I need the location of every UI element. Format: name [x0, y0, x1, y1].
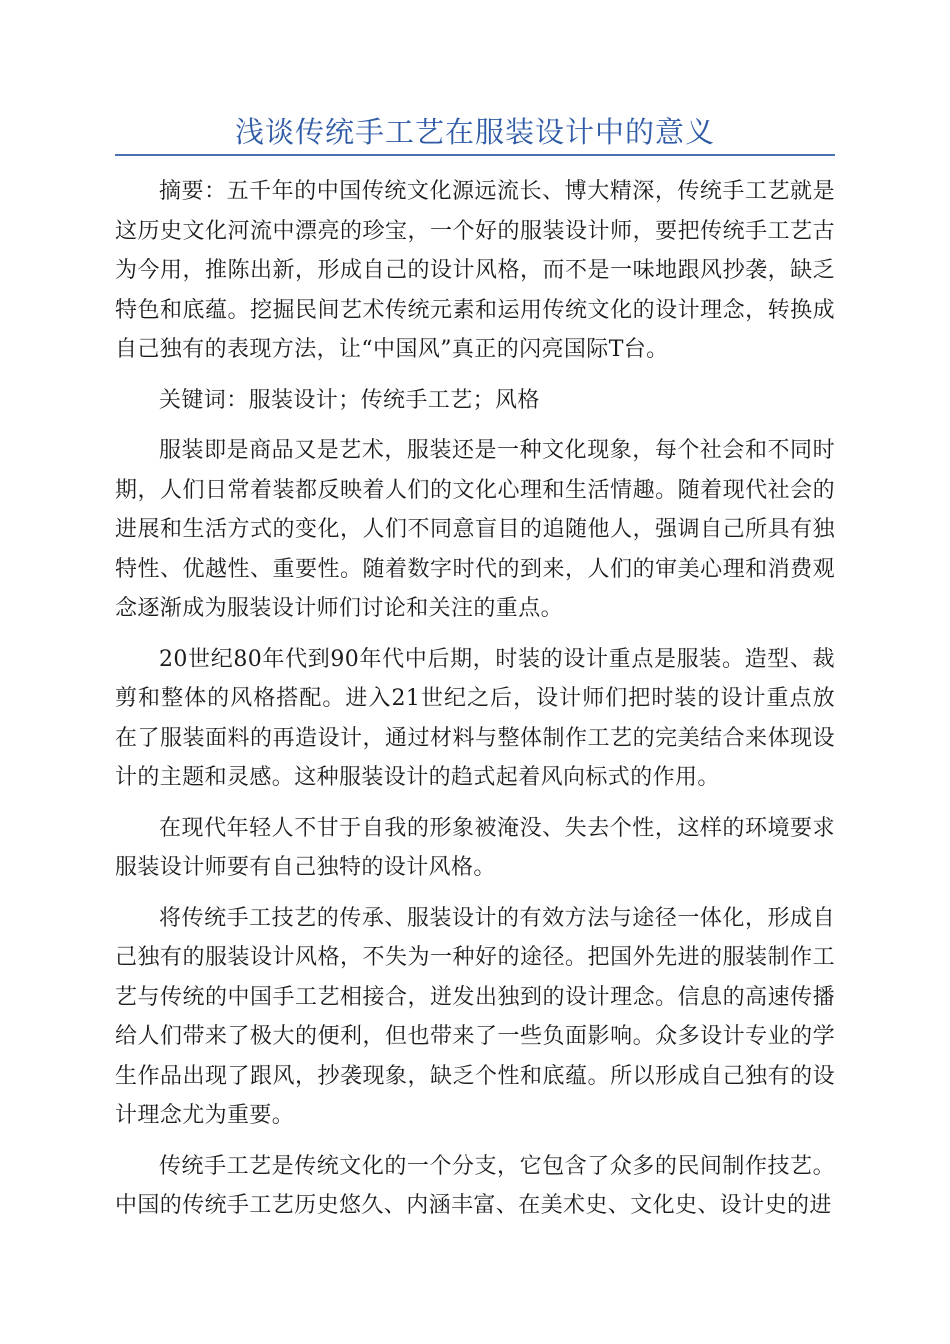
body-paragraph-2: 20世纪80年代到90年代中后期，时装的设计重点是服装。造型、裁剪和整体的风格搭配。进入21世纪之后，设计师们把时装的设计重点放在了服装面料的再造设计，通过材料与整体制作工艺的完美结合来体现设计的主题和灵感。这种服装设计的趋式起着风向标式的作用。 [115, 646, 835, 790]
body-paragraph-5: 传统手工艺是传统文化的一个分支，它包含了众多的民间制作技艺。中国的传统手工艺历史悠久、内涵丰富、在美术史、文化史、设计史的进 [115, 1153, 835, 1218]
document-body [115, 172, 835, 1237]
body-paragraph-4: 将传统手工技艺的传承、服装设计的有效方法与途径一体化，形成自己独有的服装设计风格，不失为一种好的途径。把国外先进的服装制作工艺与传统的中国手工艺相接合，迸发出独到的设计理念。信息的高速传播给人们带来了极大的便利，但也带来了一些负面影响。众多设计专业的学生作品出现了跟风，抄袭现象，缺乏个性和底蕴。所以形成自己独有的设计理念尤为重要。 [115, 905, 835, 1128]
document-title: 浅谈传统手工艺在服装设计中的意义 [234, 115, 715, 149]
body-paragraph-3: 在现代年轻人不甘于自我的形象被淹没、失去个性，这样的环境要求服装设计师要有自己独特的设计风格。 [115, 815, 835, 880]
title-underline [115, 154, 835, 156]
body-paragraph-1: 服装即是商品又是艺术，服装还是一种文化现象，每个社会和不同时期，人们日常着装都反映着人们的文化心理和生活情趣。随着现代社会的进展和生活方式的变化，人们不同意盲目的追随他人，强调自己所具有独特性、优越性、重要性。随着数字时代的到来，人们的审美心理和消费观念逐渐成为服装设计师们讨论和关注的重点。 [115, 438, 835, 621]
abstract-paragraph: 摘要：五千年的中国传统文化源远流长、博大精深，传统手工艺就是这历史文化河流中漂亮的珍宝，一个好的服装设计师，要把传统手工艺古为今用，推陈出新，形成自己的设计风格，而不是一味地跟风抄袭，缺乏特色和底蕴。挖掘民间艺术传统元素和运用传统文化的设计理念，转换成自己独有的表现方法，让“中国风”真正的闪亮国际T台。 [115, 179, 835, 362]
keywords-paragraph: 关键词：服装设计；传统手工艺；风格 [159, 387, 540, 413]
